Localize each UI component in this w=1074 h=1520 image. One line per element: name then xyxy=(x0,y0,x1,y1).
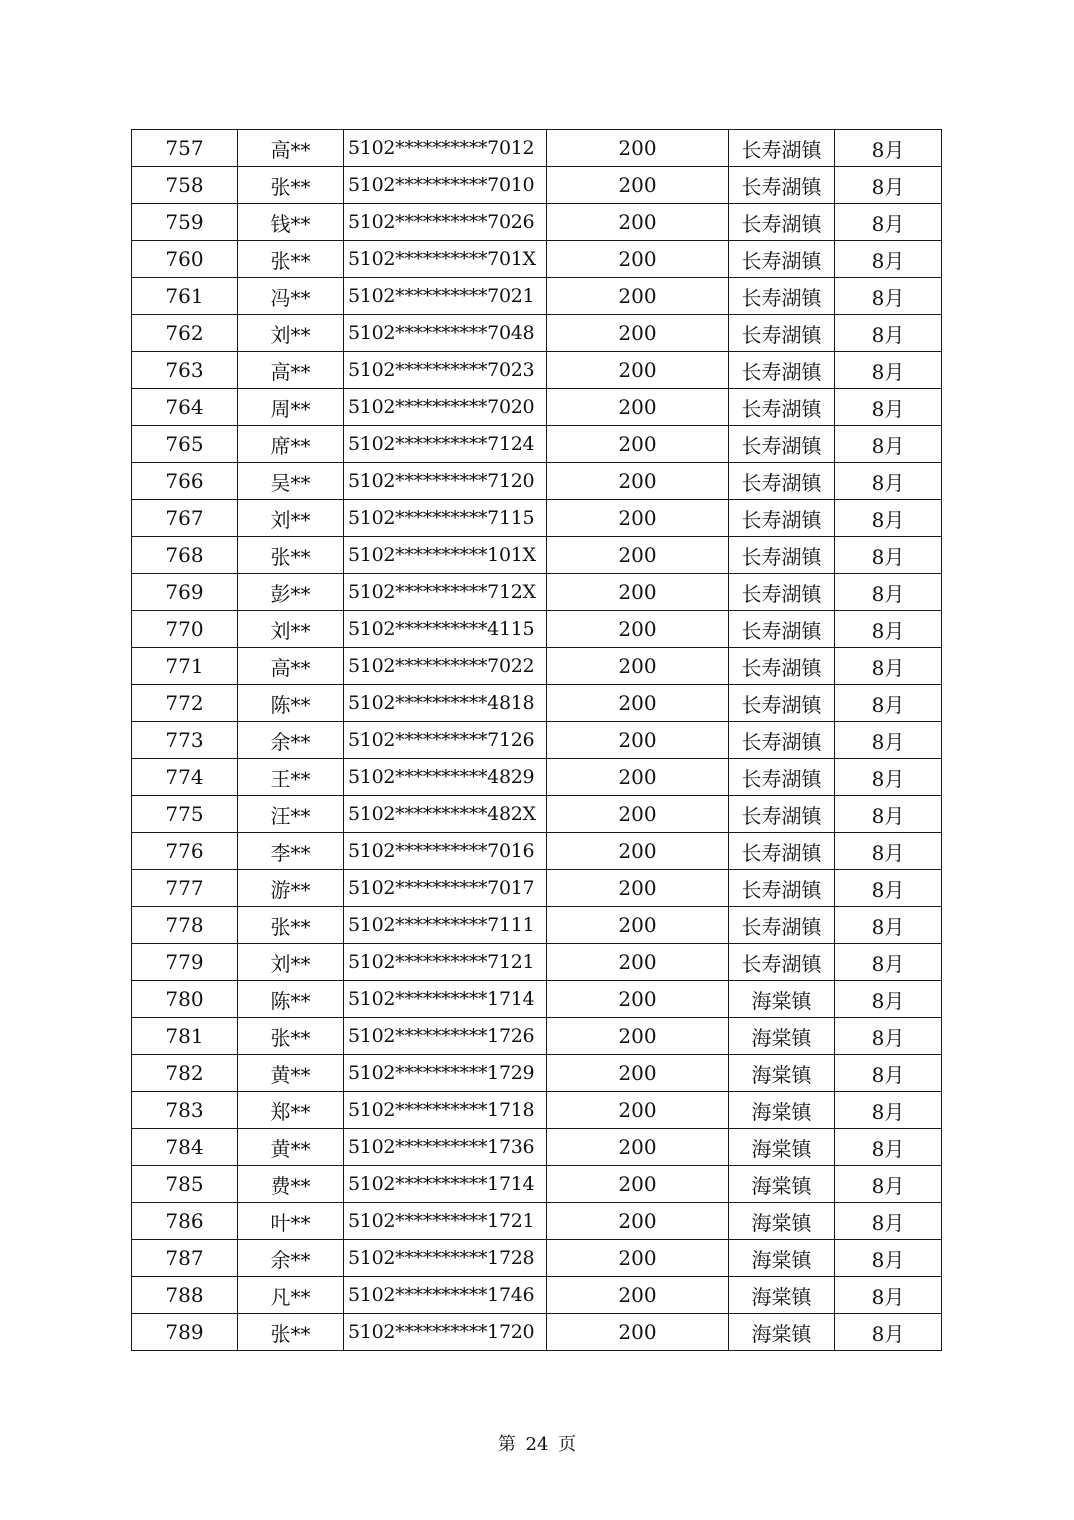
name-cell: 陈** xyxy=(238,685,344,722)
amount-cell: 200 xyxy=(547,870,729,907)
amount-cell: 200 xyxy=(547,722,729,759)
row-index-cell: 781 xyxy=(132,1018,238,1055)
name-cell: 张** xyxy=(238,1018,344,1055)
town-cell: 长寿湖镇 xyxy=(729,833,835,870)
id-number-cell: 5102**********7016 xyxy=(344,833,547,870)
month-cell: 8月 xyxy=(835,796,942,833)
name-cell: 钱** xyxy=(238,204,344,241)
amount-cell: 200 xyxy=(547,315,729,352)
amount-cell: 200 xyxy=(547,944,729,981)
month-cell: 8月 xyxy=(835,759,942,796)
month-cell: 8月 xyxy=(835,352,942,389)
amount-cell: 200 xyxy=(547,1055,729,1092)
amount-cell: 200 xyxy=(547,759,729,796)
month-cell: 8月 xyxy=(835,204,942,241)
amount-cell: 200 xyxy=(547,574,729,611)
amount-cell: 200 xyxy=(547,1129,729,1166)
month-cell: 8月 xyxy=(835,648,942,685)
amount-cell: 200 xyxy=(547,463,729,500)
id-number-cell: 5102**********7021 xyxy=(344,278,547,315)
id-number-cell: 5102**********4829 xyxy=(344,759,547,796)
name-cell: 冯** xyxy=(238,278,344,315)
month-cell: 8月 xyxy=(835,722,942,759)
month-cell: 8月 xyxy=(835,1018,942,1055)
table-row xyxy=(132,685,942,722)
row-index-cell: 764 xyxy=(132,389,238,426)
table-row xyxy=(132,278,942,315)
name-cell: 游** xyxy=(238,870,344,907)
id-number-cell: 5102**********1721 xyxy=(344,1203,547,1240)
row-index-cell: 766 xyxy=(132,463,238,500)
month-cell: 8月 xyxy=(835,389,942,426)
row-index-cell: 788 xyxy=(132,1277,238,1314)
row-index-cell: 774 xyxy=(132,759,238,796)
town-cell: 长寿湖镇 xyxy=(729,130,835,167)
month-cell: 8月 xyxy=(835,537,942,574)
row-index-cell: 758 xyxy=(132,167,238,204)
id-number-cell: 5102**********712X xyxy=(344,574,547,611)
town-cell: 长寿湖镇 xyxy=(729,722,835,759)
table-row xyxy=(132,537,942,574)
month-cell: 8月 xyxy=(835,1129,942,1166)
month-cell: 8月 xyxy=(835,611,942,648)
name-cell: 刘** xyxy=(238,944,344,981)
id-number-cell: 5102**********1714 xyxy=(344,1166,547,1203)
table-row xyxy=(132,1018,942,1055)
month-cell: 8月 xyxy=(835,167,942,204)
name-cell: 叶** xyxy=(238,1203,344,1240)
amount-cell: 200 xyxy=(547,833,729,870)
subsidy-table xyxy=(131,129,942,1351)
id-number-cell: 5102**********7124 xyxy=(344,426,547,463)
id-number-cell: 5102**********7121 xyxy=(344,944,547,981)
row-index-cell: 759 xyxy=(132,204,238,241)
row-index-cell: 760 xyxy=(132,241,238,278)
amount-cell: 200 xyxy=(547,241,729,278)
row-index-cell: 782 xyxy=(132,1055,238,1092)
table-row xyxy=(132,907,942,944)
town-cell: 海棠镇 xyxy=(729,981,835,1018)
table-row xyxy=(132,1166,942,1203)
id-number-cell: 5102**********7023 xyxy=(344,352,547,389)
month-cell: 8月 xyxy=(835,1314,942,1351)
table-row xyxy=(132,574,942,611)
row-index-cell: 757 xyxy=(132,130,238,167)
amount-cell: 200 xyxy=(547,1092,729,1129)
name-cell: 刘** xyxy=(238,611,344,648)
name-cell: 席** xyxy=(238,426,344,463)
page-number: 第 24 页 xyxy=(497,1434,577,1455)
row-index-cell: 787 xyxy=(132,1240,238,1277)
row-index-cell: 775 xyxy=(132,796,238,833)
town-cell: 长寿湖镇 xyxy=(729,574,835,611)
row-index-cell: 784 xyxy=(132,1129,238,1166)
amount-cell: 200 xyxy=(547,685,729,722)
row-index-cell: 786 xyxy=(132,1203,238,1240)
id-number-cell: 5102**********7048 xyxy=(344,315,547,352)
town-cell: 海棠镇 xyxy=(729,1240,835,1277)
row-index-cell: 783 xyxy=(132,1092,238,1129)
row-index-cell: 785 xyxy=(132,1166,238,1203)
town-cell: 海棠镇 xyxy=(729,1129,835,1166)
month-cell: 8月 xyxy=(835,870,942,907)
amount-cell: 200 xyxy=(547,1314,729,1351)
row-index-cell: 770 xyxy=(132,611,238,648)
month-cell: 8月 xyxy=(835,278,942,315)
name-cell: 周** xyxy=(238,389,344,426)
table-row xyxy=(132,167,942,204)
month-cell: 8月 xyxy=(835,944,942,981)
table-row xyxy=(132,1055,942,1092)
town-cell: 海棠镇 xyxy=(729,1277,835,1314)
id-number-cell: 5102**********7012 xyxy=(344,130,547,167)
id-number-cell: 5102**********1714 xyxy=(344,981,547,1018)
amount-cell: 200 xyxy=(547,611,729,648)
table-row xyxy=(132,796,942,833)
table-row xyxy=(132,1314,942,1351)
id-number-cell: 5102**********4115 xyxy=(344,611,547,648)
amount-cell: 200 xyxy=(547,500,729,537)
month-cell: 8月 xyxy=(835,574,942,611)
amount-cell: 200 xyxy=(547,1018,729,1055)
id-number-cell: 5102**********482X xyxy=(344,796,547,833)
id-number-cell: 5102**********1718 xyxy=(344,1092,547,1129)
table-row xyxy=(132,759,942,796)
month-cell: 8月 xyxy=(835,463,942,500)
id-number-cell: 5102**********7010 xyxy=(344,167,547,204)
row-index-cell: 768 xyxy=(132,537,238,574)
table-row xyxy=(132,1203,942,1240)
month-cell: 8月 xyxy=(835,426,942,463)
table-row xyxy=(132,648,942,685)
id-number-cell: 5102**********1726 xyxy=(344,1018,547,1055)
town-cell: 长寿湖镇 xyxy=(729,870,835,907)
name-cell: 王** xyxy=(238,759,344,796)
amount-cell: 200 xyxy=(547,537,729,574)
month-cell: 8月 xyxy=(835,1277,942,1314)
table-row xyxy=(132,426,942,463)
name-cell: 余** xyxy=(238,722,344,759)
name-cell: 高** xyxy=(238,648,344,685)
id-number-cell: 5102**********7115 xyxy=(344,500,547,537)
amount-cell: 200 xyxy=(547,1277,729,1314)
amount-cell: 200 xyxy=(547,389,729,426)
row-index-cell: 771 xyxy=(132,648,238,685)
table-row xyxy=(132,833,942,870)
name-cell: 张** xyxy=(238,167,344,204)
name-cell: 汪** xyxy=(238,796,344,833)
amount-cell: 200 xyxy=(547,130,729,167)
name-cell: 吴** xyxy=(238,463,344,500)
row-index-cell: 777 xyxy=(132,870,238,907)
month-cell: 8月 xyxy=(835,1092,942,1129)
name-cell: 凡** xyxy=(238,1277,344,1314)
month-cell: 8月 xyxy=(835,1166,942,1203)
row-index-cell: 773 xyxy=(132,722,238,759)
id-number-cell: 5102**********1746 xyxy=(344,1277,547,1314)
id-number-cell: 5102**********1729 xyxy=(344,1055,547,1092)
name-cell: 余** xyxy=(238,1240,344,1277)
name-cell: 张** xyxy=(238,1314,344,1351)
row-index-cell: 780 xyxy=(132,981,238,1018)
table-row xyxy=(132,870,942,907)
month-cell: 8月 xyxy=(835,1055,942,1092)
name-cell: 黄** xyxy=(238,1055,344,1092)
row-index-cell: 762 xyxy=(132,315,238,352)
town-cell: 海棠镇 xyxy=(729,1203,835,1240)
row-index-cell: 779 xyxy=(132,944,238,981)
name-cell: 张** xyxy=(238,907,344,944)
table-row xyxy=(132,981,942,1018)
town-cell: 长寿湖镇 xyxy=(729,278,835,315)
amount-cell: 200 xyxy=(547,1203,729,1240)
month-cell: 8月 xyxy=(835,1203,942,1240)
table-row xyxy=(132,315,942,352)
row-index-cell: 778 xyxy=(132,907,238,944)
name-cell: 刘** xyxy=(238,315,344,352)
id-number-cell: 5102**********7120 xyxy=(344,463,547,500)
row-index-cell: 761 xyxy=(132,278,238,315)
amount-cell: 200 xyxy=(547,981,729,1018)
town-cell: 长寿湖镇 xyxy=(729,389,835,426)
row-index-cell: 789 xyxy=(132,1314,238,1351)
town-cell: 长寿湖镇 xyxy=(729,685,835,722)
amount-cell: 200 xyxy=(547,648,729,685)
amount-cell: 200 xyxy=(547,278,729,315)
amount-cell: 200 xyxy=(547,204,729,241)
row-index-cell: 772 xyxy=(132,685,238,722)
name-cell: 陈** xyxy=(238,981,344,1018)
row-index-cell: 767 xyxy=(132,500,238,537)
table-row xyxy=(132,611,942,648)
row-index-cell: 769 xyxy=(132,574,238,611)
name-cell: 郑** xyxy=(238,1092,344,1129)
name-cell: 黄** xyxy=(238,1129,344,1166)
id-number-cell: 5102**********7111 xyxy=(344,907,547,944)
table-row xyxy=(132,352,942,389)
id-number-cell: 5102**********7126 xyxy=(344,722,547,759)
table-row xyxy=(132,1129,942,1166)
amount-cell: 200 xyxy=(547,352,729,389)
town-cell: 长寿湖镇 xyxy=(729,241,835,278)
amount-cell: 200 xyxy=(547,1240,729,1277)
town-cell: 长寿湖镇 xyxy=(729,352,835,389)
month-cell: 8月 xyxy=(835,833,942,870)
table-body xyxy=(132,130,942,1351)
name-cell: 李** xyxy=(238,833,344,870)
table-row xyxy=(132,1277,942,1314)
town-cell: 长寿湖镇 xyxy=(729,944,835,981)
month-cell: 8月 xyxy=(835,981,942,1018)
month-cell: 8月 xyxy=(835,130,942,167)
id-number-cell: 5102**********1728 xyxy=(344,1240,547,1277)
month-cell: 8月 xyxy=(835,315,942,352)
town-cell: 长寿湖镇 xyxy=(729,315,835,352)
town-cell: 长寿湖镇 xyxy=(729,426,835,463)
table-row xyxy=(132,130,942,167)
town-cell: 长寿湖镇 xyxy=(729,611,835,648)
amount-cell: 200 xyxy=(547,796,729,833)
id-number-cell: 5102**********1736 xyxy=(344,1129,547,1166)
name-cell: 彭** xyxy=(238,574,344,611)
town-cell: 长寿湖镇 xyxy=(729,796,835,833)
row-index-cell: 765 xyxy=(132,426,238,463)
month-cell: 8月 xyxy=(835,241,942,278)
month-cell: 8月 xyxy=(835,907,942,944)
id-number-cell: 5102**********7020 xyxy=(344,389,547,426)
row-index-cell: 776 xyxy=(132,833,238,870)
table-row xyxy=(132,241,942,278)
town-cell: 海棠镇 xyxy=(729,1018,835,1055)
id-number-cell: 5102**********701X xyxy=(344,241,547,278)
town-cell: 长寿湖镇 xyxy=(729,463,835,500)
town-cell: 长寿湖镇 xyxy=(729,537,835,574)
name-cell: 张** xyxy=(238,537,344,574)
name-cell: 刘** xyxy=(238,500,344,537)
id-number-cell: 5102**********7017 xyxy=(344,870,547,907)
month-cell: 8月 xyxy=(835,685,942,722)
table-row xyxy=(132,944,942,981)
name-cell: 张** xyxy=(238,241,344,278)
town-cell: 海棠镇 xyxy=(729,1314,835,1351)
name-cell: 高** xyxy=(238,352,344,389)
town-cell: 长寿湖镇 xyxy=(729,167,835,204)
town-cell: 海棠镇 xyxy=(729,1166,835,1203)
town-cell: 长寿湖镇 xyxy=(729,500,835,537)
id-number-cell: 5102**********101X xyxy=(344,537,547,574)
table-row xyxy=(132,500,942,537)
table-row xyxy=(132,722,942,759)
town-cell: 长寿湖镇 xyxy=(729,907,835,944)
town-cell: 海棠镇 xyxy=(729,1055,835,1092)
amount-cell: 200 xyxy=(547,167,729,204)
town-cell: 长寿湖镇 xyxy=(729,759,835,796)
table-row xyxy=(132,463,942,500)
amount-cell: 200 xyxy=(547,907,729,944)
amount-cell: 200 xyxy=(547,1166,729,1203)
name-cell: 费** xyxy=(238,1166,344,1203)
id-number-cell: 5102**********4818 xyxy=(344,685,547,722)
name-cell: 高** xyxy=(238,130,344,167)
id-number-cell: 5102**********7022 xyxy=(344,648,547,685)
id-number-cell: 5102**********1720 xyxy=(344,1314,547,1351)
row-index-cell: 763 xyxy=(132,352,238,389)
town-cell: 海棠镇 xyxy=(729,1092,835,1129)
month-cell: 8月 xyxy=(835,1240,942,1277)
town-cell: 长寿湖镇 xyxy=(729,204,835,241)
table-row xyxy=(132,204,942,241)
month-cell: 8月 xyxy=(835,500,942,537)
table-row xyxy=(132,1092,942,1129)
amount-cell: 200 xyxy=(547,426,729,463)
town-cell: 长寿湖镇 xyxy=(729,648,835,685)
id-number-cell: 5102**********7026 xyxy=(344,204,547,241)
table-row xyxy=(132,389,942,426)
table-row xyxy=(132,1240,942,1277)
